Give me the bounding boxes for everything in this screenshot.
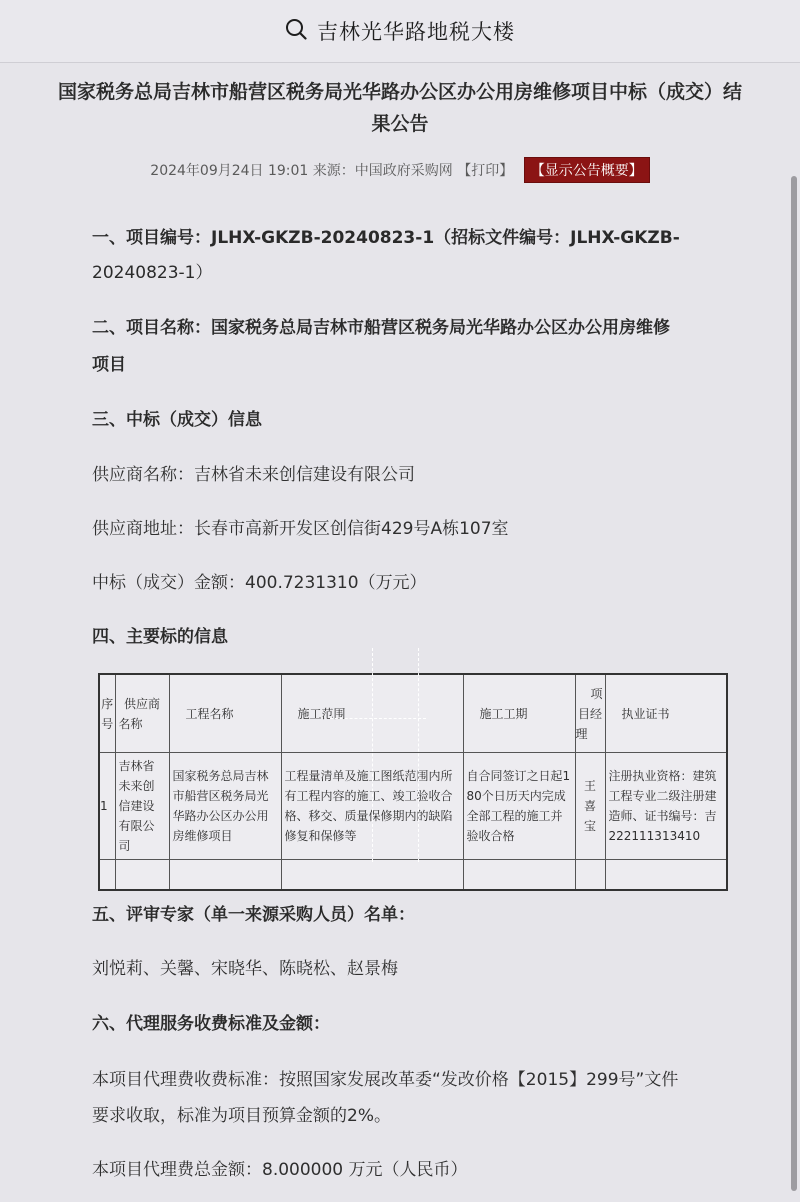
header-no: 序 号: [99, 674, 115, 753]
header-supplier: 供应商 名称: [115, 674, 169, 753]
table-empty-row: [99, 860, 727, 890]
search-icon[interactable]: [285, 18, 307, 44]
dashed-guide: [372, 648, 373, 862]
page-title: [18, 76, 782, 140]
fee-total: 本项目代理费总金额：8.000000 万元（人民币）: [92, 1160, 468, 1180]
section-5-heading: 五、评审专家（单一来源采购人员）名单：: [92, 905, 415, 925]
search-query[interactable]: 吉林光华路地税大楼: [317, 20, 515, 44]
section-6-heading: 六、代理服务收费标准及金额：: [92, 1014, 330, 1034]
cell-project: 国家税务总局吉林市船营区税务局光华路办公区办公用房维修项目: [169, 753, 281, 860]
cell-period: 自合同签订之日起180个日历天内完成全部工程的施工并验收合格: [463, 753, 575, 860]
section-2-line-1: 二、项目名称：国家税务总局吉林市船营区税务局光华路办公区办公用房维修: [92, 318, 670, 338]
fee-standard-line-1: 本项目代理费收费标准：按照国家发展改革委“发改价格【2015】299号”文件: [92, 1070, 679, 1090]
scrollbar[interactable]: [791, 176, 797, 1191]
bid-info-table: [98, 673, 728, 891]
publish-date: 2024年09月24日 19:01: [150, 163, 309, 179]
cell-cert: 注册执业资格：建筑工程专业二级注册建造师、证书编号：吉222111313410: [605, 753, 727, 860]
award-amount: 中标（成交）金额：400.7231310（万元）: [92, 573, 427, 593]
cell-scope: 工程量清单及施工图纸范围内所有工程内容的施工、竣工验收合格、移交、质量保修期内的缺陷修复和保修等: [281, 753, 463, 860]
fee-standard-line-2: 要求收取，标准为项目预算金额的2%。: [92, 1106, 391, 1126]
section-1-line-2: 20240823-1）: [92, 263, 213, 283]
show-summary-button[interactable]: 【显示公告概要】: [524, 157, 650, 183]
cell-no: 1: [99, 753, 115, 860]
expert-list: 刘悦莉、关馨、宋晓华、陈晓松、赵景梅: [92, 959, 398, 979]
header-manager: 项 目经 理: [575, 674, 605, 753]
supplier-address: 供应商地址：长春市高新开发区创信街429号A栋107室: [92, 519, 509, 539]
section-3-heading: 三、中标（成交）信息: [92, 410, 262, 430]
print-link[interactable]: 【打印】: [457, 163, 514, 179]
title-line-2: 果公告: [371, 113, 429, 135]
title-line-1: 国家税务总局吉林市船营区税务局光华路办公区办公用房维修项目中标（成交）结: [57, 81, 742, 103]
supplier-name: 供应商名称：吉林省未来创信建设有限公司: [92, 465, 415, 485]
header-period: 施工工期: [463, 674, 575, 753]
source: 来源：中国政府采购网: [312, 163, 453, 179]
cell-supplier: 吉林省未来创信建设有限公司: [115, 753, 169, 860]
table-row: [99, 753, 727, 860]
article-meta: [0, 157, 800, 183]
section-2-line-2: 项目: [92, 355, 126, 375]
dashed-guide: [330, 718, 426, 719]
search-bar[interactable]: [0, 0, 800, 63]
section-1-line-1: 一、项目编号：JLHX-GKZB-20240823-1（招标文件编号：JLHX-GKZB-: [92, 228, 680, 248]
header-cert: 执业证书: [605, 674, 727, 753]
header-scope: 施工范围: [281, 674, 463, 753]
dashed-guide: [418, 648, 419, 862]
section-4-heading: 四、主要标的信息: [92, 627, 228, 647]
table-header-row: [99, 674, 727, 753]
cell-manager: 王 喜 宝: [575, 753, 605, 860]
header-project: 工程名称: [169, 674, 281, 753]
